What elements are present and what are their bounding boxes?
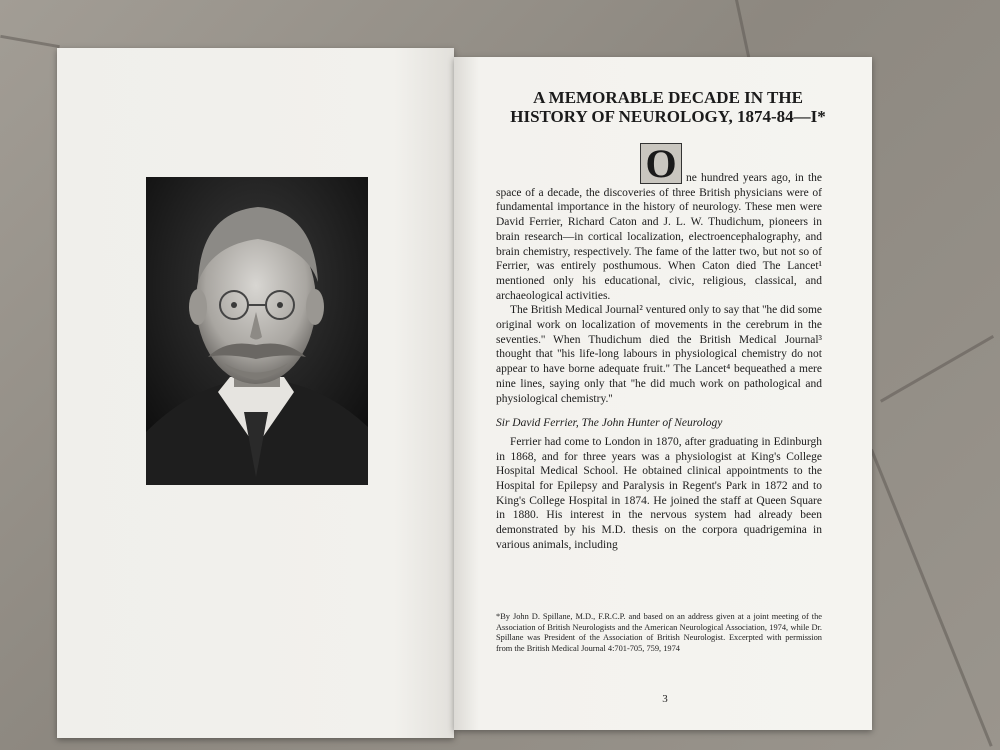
paragraph-3: Ferrier had come to London in 1870, after graduating in Edinburgh in 1868, and for three years was a physiologist at King's College Hospital Medical School. He obtained clinical appointments to the Hospital for Epilepsy and Paralysis in Regent's Park in 1872 and to King's College Hospital in 1874. He joined the staff at Queen Square in 1880. His interest in the nervous system had already been demonstrated by his M.D. thesis on the corpora quadrigemina in various animals, including: [496, 435, 822, 551]
article-title: [494, 88, 842, 126]
footnote: *By John D. Spillane, M.D., F.R.C.P. and based on an address given at a joint meeting of the Association of British Neurologists and the American Neurological Association, 1974, while Dr. Spillane was President of the Association of British Neurologist. Excerpted with permission from the British Medical Journal 4:701-705, 759, 1974: [496, 612, 822, 653]
portrait-photo: [146, 177, 368, 485]
paragraph-2: The British Medical Journal² ventured only to say that ''he did some original work on localization of movements in the cerebrum in the seventies.'' When Thudichum died the British Medical Journal³ thought that ''his life-long labours in physiological chemistry do not appear to have borne adequate fruit.'' The Lancet⁴ bequeathed a mere nine lines, saying only that ''he did much work on pathological and physiological chemistry.'': [496, 304, 822, 405]
drop-cap-letter: O: [645, 141, 677, 186]
paragraph-1: ne hundred years ago, in the space of a decade, the discoveries of three British physicians were of fundamental importance in the history of neurology. These men were David Ferrier, Richard Caton and J. L. W. Thudichum, pioneers in brain research—in cortical localization, electroencephalography, and brain chemistry, respectively. The fame of the latter two, but not so of Ferrier, was entirely posthumous. When Caton died The Lancet¹ mentioned only his educational, civic, religious, classical, and archaeological activities.: [496, 172, 822, 302]
title-line-1: A MEMORABLE DECADE IN THE: [533, 88, 803, 107]
page-number: 3: [662, 693, 668, 705]
section-subheading: Sir David Ferrier, The John Hunter of Neurology: [496, 417, 723, 430]
title-line-2: HISTORY OF NEUROLOGY, 1874-84—I*: [510, 107, 826, 126]
article-body: [496, 171, 822, 553]
